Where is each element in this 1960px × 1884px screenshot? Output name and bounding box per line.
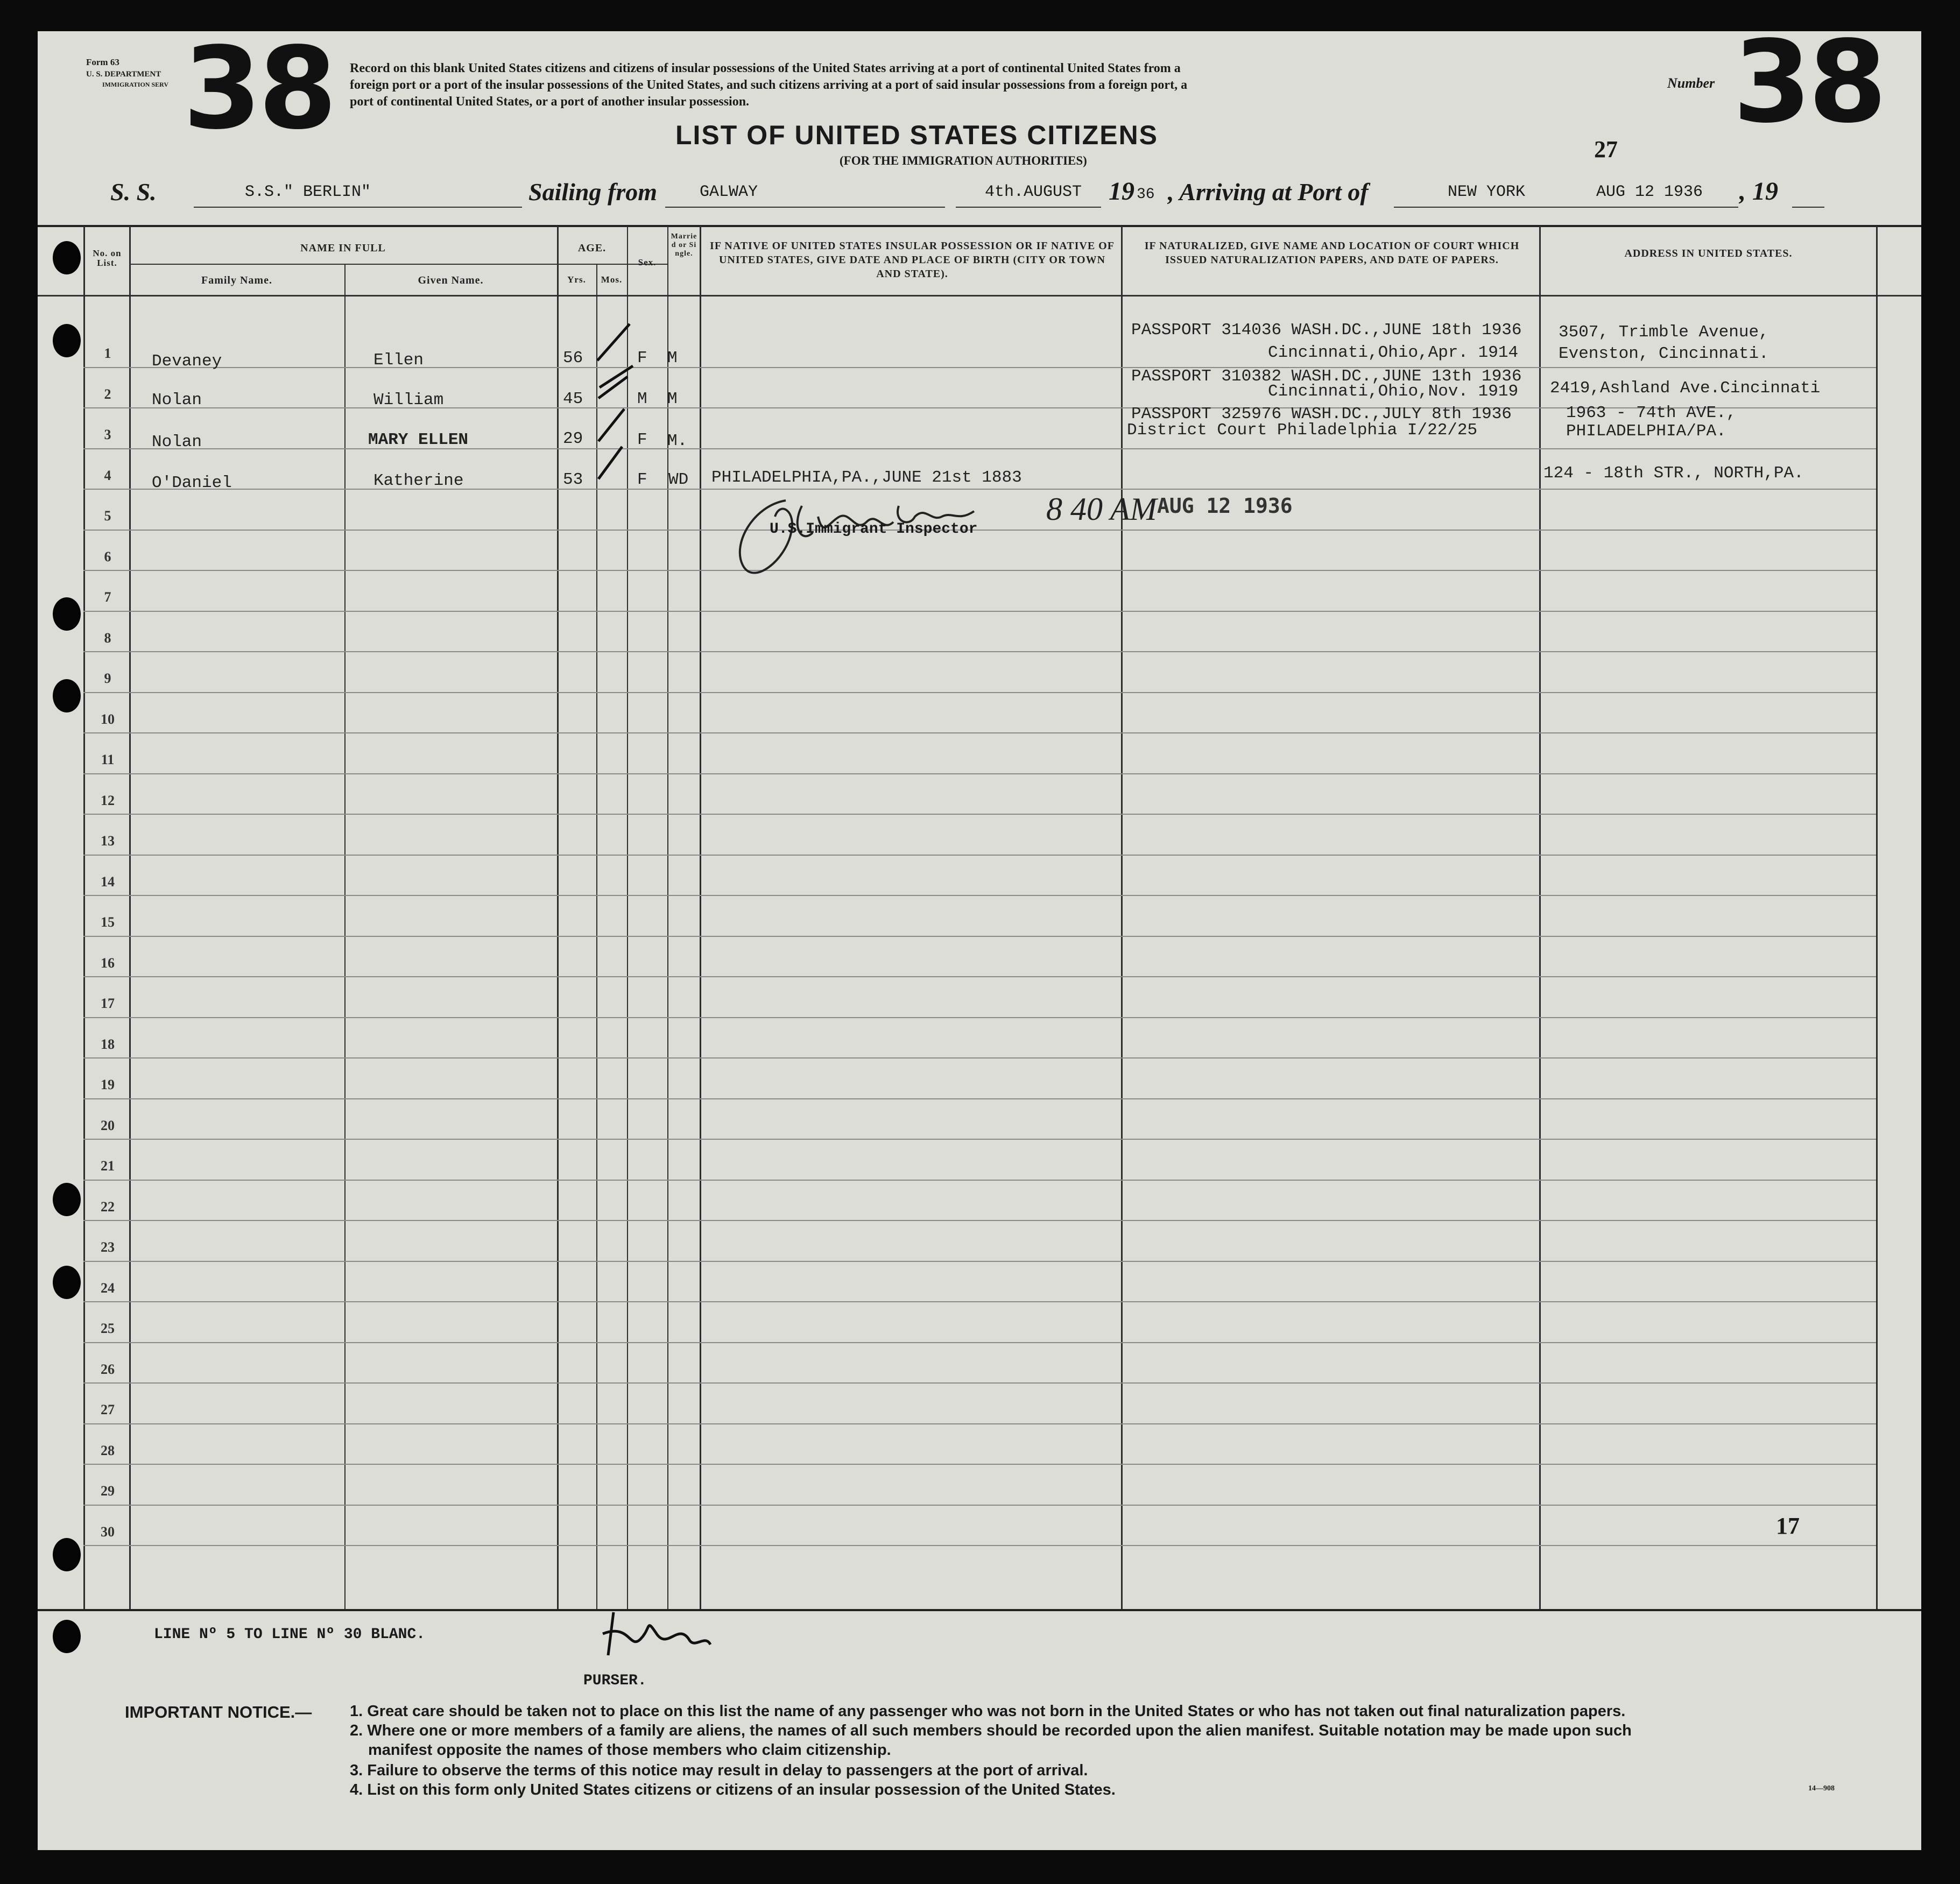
row-line [83, 1423, 1876, 1424]
notice-item: manifest opposite the names of those members who claim citizenship. [368, 1741, 891, 1759]
important-notice-label: IMPORTANT NOTICE.— [125, 1703, 312, 1721]
inspection-stamp: AUG 12 1936 [1157, 494, 1293, 518]
subheader-divider [129, 264, 667, 265]
row-line [83, 895, 1876, 896]
arrival-date-stamp: AUG 12 1936 [1596, 183, 1703, 201]
row-line [83, 611, 1876, 612]
ss-label: S. S. [110, 178, 157, 206]
family-name: O'Daniel [152, 474, 232, 492]
header-mos: Mos. [601, 274, 623, 285]
sex: F [637, 349, 647, 368]
given-name: Ellen [373, 351, 424, 370]
passport-info: PASSPORT 325976 WASH.DC.,JULY 8th 1936 [1131, 405, 1512, 424]
row-number: 3 [104, 427, 111, 442]
row-line [83, 1382, 1876, 1384]
given-name: MARY ELLEN [368, 431, 469, 449]
row-line [83, 773, 1876, 774]
header-age: AGE. [577, 242, 607, 254]
header-family-name: Family Name. [201, 274, 272, 286]
punch-hole [53, 1538, 81, 1571]
row-line [83, 1464, 1876, 1465]
date-underline [956, 207, 1101, 208]
notice-item: 4. List on this form only United States citizens or citizens of an insular possession of the United States. [350, 1781, 1116, 1798]
row-line [83, 1057, 1876, 1059]
year-suffix: 36 [1137, 186, 1155, 203]
sex: F [637, 470, 647, 489]
row-number: 4 [104, 467, 111, 483]
row-number: 13 [101, 833, 115, 849]
purser-label: PURSER. [583, 1673, 647, 1689]
port-underline [1394, 207, 1738, 208]
table-top-border [38, 225, 1921, 227]
notice-item: 1. Great care should be taken not to place on this list the name of any passenger who was not born in the United States or who has not taken out final naturalization papers. [350, 1703, 1626, 1720]
column-divider [1121, 226, 1123, 1609]
row-line [83, 651, 1876, 652]
row-line [83, 1098, 1876, 1099]
punch-hole [53, 1183, 81, 1216]
arrival-port: NEW YORK [1448, 183, 1526, 201]
print-code: 14—908 [1808, 1784, 1835, 1793]
marital-status: WD [668, 470, 689, 489]
punch-hole [53, 679, 81, 712]
table-bottom-border [38, 1609, 1921, 1611]
row-line [83, 855, 1876, 856]
ship-name: S.S." BERLIN" [245, 183, 371, 201]
row-number: 6 [104, 548, 111, 565]
row-number: 8 [104, 630, 111, 646]
page-number: 17 [1776, 1513, 1800, 1539]
page-subtitle: (FOR THE IMMIGRATION AUTHORITIES) [840, 154, 1087, 167]
row-number: 19 [101, 1077, 115, 1092]
row-line [83, 367, 1876, 368]
form-number: Form 63 [86, 57, 119, 67]
row-line [83, 1301, 1876, 1302]
purser-signature [597, 1601, 716, 1671]
check-marks [592, 317, 640, 490]
row-number: 11 [101, 752, 115, 767]
row-number: 5 [104, 508, 111, 524]
age-years: 56 [563, 349, 583, 368]
age-years: 45 [563, 390, 583, 408]
row-number: 16 [101, 955, 115, 971]
sex: M [637, 390, 647, 408]
page-reference: 27 [1594, 136, 1618, 163]
row-line [83, 448, 1876, 449]
age-years: 29 [563, 429, 583, 448]
blank-lines-note: LINE Nº 5 TO LINE Nº 30 BLANC. [154, 1626, 426, 1643]
page-title: LIST OF UNITED STATES CITIZENS [675, 120, 1159, 150]
sailing-date: 4th.AUGUST [985, 183, 1082, 201]
row-line [83, 1017, 1876, 1018]
given-name: William [373, 391, 444, 410]
row-line [83, 936, 1876, 937]
address-line: Evenston, Cincinnati. [1559, 344, 1769, 363]
sailing-port: GALWAY [700, 183, 758, 201]
address-line: PHILADELPHIA/PA. [1566, 422, 1726, 441]
naturalization-info: Cincinnati,Ohio,Nov. 1919 [1268, 382, 1519, 401]
sailing-label: Sailing from [528, 178, 658, 206]
row-number: 7 [104, 589, 111, 605]
inspector-title: U.S.Immigrant Inspector [770, 521, 978, 538]
row-line [83, 976, 1876, 977]
row-number: 26 [101, 1361, 115, 1377]
marital-status: M [667, 349, 678, 368]
row-number: 21 [101, 1158, 115, 1174]
birth-info: PHILADELPHIA,PA.,JUNE 21st 1883 [711, 468, 1022, 487]
row-number: 29 [101, 1483, 115, 1499]
row-line [83, 1180, 1876, 1181]
column-divider [557, 226, 559, 1609]
row-number: 30 [101, 1523, 115, 1540]
punch-hole [53, 241, 81, 274]
number-label: Number [1667, 75, 1715, 91]
row-number: 15 [101, 914, 115, 930]
row-line [83, 1261, 1876, 1262]
column-divider [1539, 226, 1541, 1609]
header-naturalized: IF NATURALIZED, GIVE NAME AND LOCATION OF COURT WHICH ISSUED NATURALIZATION PAPERS, AND DATE OF PAPERS. [1144, 240, 1520, 266]
notice-item: 2. Where one or more members of a family are aliens, the names of all such members should be recorded upon the alien manifest. Suitable notation may be made upon such [350, 1722, 1632, 1739]
row-number: 18 [101, 1036, 115, 1052]
header-no: No. on List. [93, 248, 122, 268]
address-line: 2419,Ashland Ave.Cincinnati [1550, 379, 1821, 398]
row-number: 22 [101, 1198, 115, 1215]
row-number: 9 [104, 671, 111, 686]
row-number: 28 [101, 1442, 115, 1458]
given-name: Katherine [373, 471, 464, 490]
row-number: 14 [101, 873, 115, 890]
row-number: 23 [101, 1239, 115, 1255]
inspection-time: 8 40 AM [1046, 491, 1157, 527]
row-line [83, 1545, 1876, 1546]
list-number-right: 38 [1733, 16, 1884, 148]
row-line [83, 1342, 1876, 1343]
marital-status: M. [667, 432, 688, 450]
row-number: 25 [101, 1321, 115, 1336]
header-yrs: Yrs. [567, 274, 586, 285]
manifest-sheet [38, 23, 1921, 1850]
row-line [83, 732, 1876, 733]
punch-hole [53, 597, 81, 631]
header-married: Married or Single. [671, 232, 697, 258]
address-line: 3507, Trimble Avenue, [1559, 323, 1769, 342]
age-years: 53 [563, 470, 583, 489]
naturalization-info: District Court Philadelphia I/22/25 [1127, 421, 1478, 440]
header-sex: Sex. [638, 257, 657, 267]
row-line [83, 1139, 1876, 1140]
column-divider [700, 226, 701, 1609]
address-line: 124 - 18th STR., NORTH,PA. [1543, 464, 1804, 483]
row-number: 2 [104, 386, 111, 402]
header-bottom-border [38, 295, 1921, 297]
form-instructions: Record on this blank United States citizens and citizens of insular possessions of the United States arriving at a port of continental United States from a foreign port or a port of the insular possessions of the United States, and such citizens arriving at a port of said insular possessions from a foreign port, a port of continental United States, or a port of another insular possession. [350, 61, 1188, 109]
column-divider [1876, 226, 1878, 1609]
row-number: 24 [101, 1280, 115, 1296]
header-given-name: Given Name. [418, 274, 484, 286]
family-name: Nolan [152, 391, 202, 410]
row-number: 12 [101, 792, 115, 808]
family-name: Nolan [152, 433, 202, 451]
department-line: U. S. DEPARTMENT [86, 70, 161, 79]
header-address: ADDRESS IN UNITED STATES. [1624, 248, 1793, 259]
list-number-left: 38 [183, 23, 334, 154]
punch-hole [53, 324, 81, 357]
arriving-label: , Arriving at Port of [1168, 178, 1369, 206]
punch-hole [53, 1620, 81, 1653]
year-prefix: 19 [1109, 177, 1134, 206]
row-number: 1 [104, 345, 111, 361]
passport-info: PASSPORT 310382 WASH.DC.,JUNE 13th 1936 [1131, 367, 1522, 386]
punch-hole [53, 1266, 81, 1299]
year2-underline [1792, 207, 1824, 208]
row-line [83, 692, 1876, 693]
department-line: IMMIGRATION SERV [102, 81, 169, 88]
row-line [83, 1505, 1876, 1506]
address-line: 1963 - 74th AVE., [1566, 404, 1737, 422]
header-native: IF NATIVE OF UNITED STATES INSULAR POSSESSION OR IF NATIVE OF UNITED STATES, GIVE DATE AND PLACE OF BIRTH (CITY OR TOWN AND STATE). [710, 240, 1115, 280]
sailing-underline [665, 207, 945, 208]
header-name-in-full: NAME IN FULL [300, 242, 386, 254]
notice-item: 3. Failure to observe the terms of this notice may result in delay to passengers at the port of arrival. [350, 1762, 1088, 1779]
passport-info: PASSPORT 314036 WASH.DC.,JUNE 18th 1936 [1131, 321, 1522, 340]
sex: F [637, 431, 647, 449]
ship-underline [194, 207, 522, 208]
marital-status: M [667, 390, 678, 408]
family-name: Devaney [152, 352, 222, 371]
row-line [83, 814, 1876, 815]
row-number: 17 [101, 996, 115, 1011]
year2-prefix: , 19 [1739, 177, 1778, 206]
naturalization-info: Cincinnati,Ohio,Apr. 1914 [1268, 343, 1519, 362]
row-line [83, 1220, 1876, 1221]
row-number: 20 [101, 1117, 115, 1133]
row-number: 27 [101, 1402, 115, 1417]
row-number: 10 [101, 711, 115, 727]
